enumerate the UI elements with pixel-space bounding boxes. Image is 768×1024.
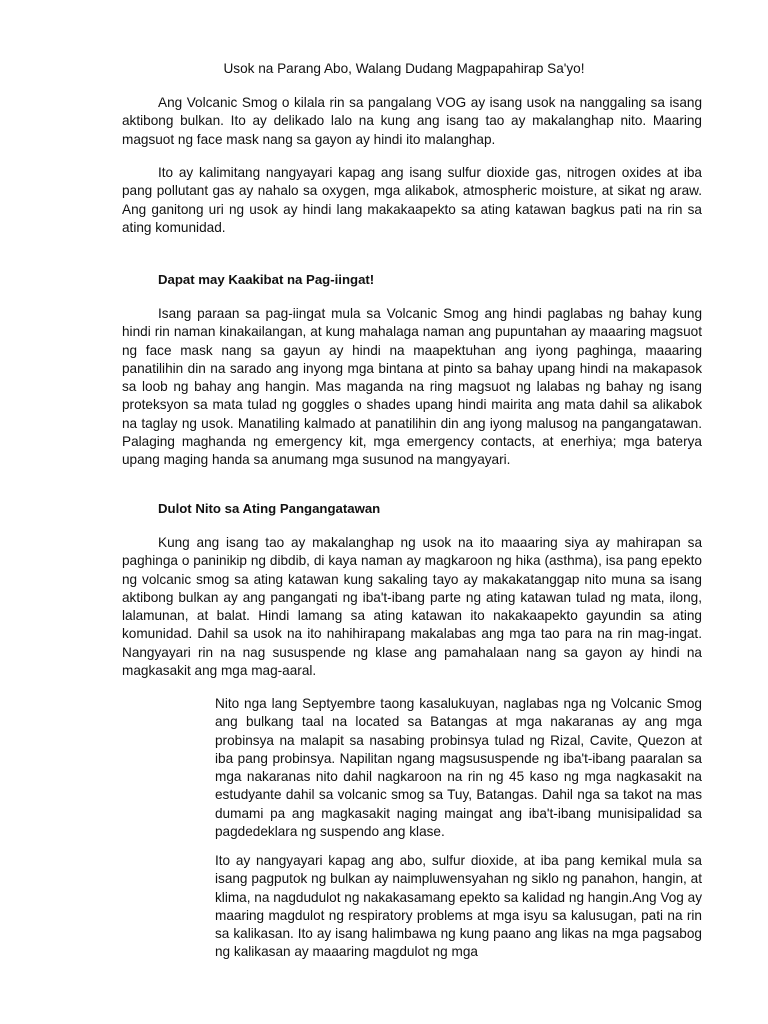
effects-paragraph: Kung ang isang tao ay makalanghap ng usok na ito maaaring siya ay mahirapan sa paghinga o paninikip ng dibdib, di kaya naman ay magkaroon ng hika (asthma), isa pang epekto ng volcanic smog sa ating katawan kung sakaling tayo ay makakatanggap nito muna sa isang aktibong bulkan ay ang pangangati ng iba't-ibang parte ng ating katawan tulad ng mata, ilong, lalamunan, at balat. Hindi lamang sa ating katawan ito nakakaapekto gayundin sa ating komunidad. Dahil sa usok na ito nahihirapang makalabas ang mga tao para na rin mag-ingat. Nangyayari rin na nag sususpende ng klase ang pamahalaan nang sa gayon ay hindi na magkasakit ang mga mag-aaral.	[122, 535, 702, 679]
section-heading-effects: Dulot Nito sa Ating Pangangatawan	[158, 501, 381, 516]
block-quote-climate: Ito ay nangyayari kapag ang abo, sulfur dioxide, at iba pang kemikal mula sa isang pagputok ng bulkan ay naimpluwensyahan ng siklo ng panahon, hangin, at klima, na nagdudulot ng nakakasamang epekto sa kalidad ng hangin.Ang Vog ay maaring magdulot ng respiratory problems at mga isyu sa kalusugan, pati na rin sa kalikasan. Ito ay isang halimbawa ng kung paano ang likas na mga pagsabog ng kalikasan ay maaaring magdulot ng mga	[215, 853, 702, 960]
intro-paragraph: Ang Volcanic Smog o kilala rin sa pangalang VOG ay isang usok na nanggaling sa isang aktibong bulkan. Ito ay delikado lalo na kung ang isang tao ay makalanghap nito. Maaring magsuot ng face mask nang sa gayon ay hindi ito malanghap.	[122, 95, 702, 147]
precaution-paragraph: Isang paraan sa pag-iingat mula sa Volcanic Smog ang hindi paglabas ng bahay kung hindi rin naman kinakailangan, at kung mahalaga naman ang pupuntahan ay maaaring magsuot ng face mask nang sa gayun ay hindi na maapektuhan ang iyong paghinga, maaaring panatilihin din na sarado ang inyong mga bintana at pinto sa bahay upang hindi na makapasok sa loob ng bahay ang hangin. Mas maganda na ring magsuot ng lalabas ng bahay ng isang proteksyon sa mata tulad ng goggles o shades upang hindi mairita ang mata dahil sa alikabok na taglay ng usok. Manatiling kalmado at panatilihin din ang iyong malusog na pangangatawan. Palaging maghanda ng emergency kit, mga emergency contacts, at enerhiya; mga baterya upang maging handa sa anumang mga susunod na mangyayari.	[122, 306, 702, 468]
block-quote-september: Nito nga lang Septyembre taong kasalukuyan, naglabas nga ng Volcanic Smog ang bulkang taal na located sa Batangas at mga nakaranas ay ang mga probinsya na malapit sa nasabing probinsya tulad ng Rizal, Cavite, Quezon at iba pang probinsya. Napilitan ngang magsususpende ng iba't-ibang paaralan sa mga nakaranas nito dahil nagkaroon na rin ng 45 kaso ng mga nagkasakit na estudyante dahil sa volcanic smog sa Tuy, Batangas. Dahil nga sa takot na mas dumami pa ang magkasakit naging maingat ang iba't-ibang munisipalidad sa pagdedeklara ng suspendo ang klase.	[215, 696, 702, 840]
document-title: Usok na Parang Abo, Walang Dudang Magpapahirap Sa'yo!	[223, 61, 585, 76]
cause-paragraph: Ito ay kalimitang nangyayari kapag ang isang sulfur dioxide gas, nitrogen oxides at iba pang pollutant gas ay nahalo sa oxygen, mga alikabok, atmospheric moisture, at sikat ng araw. Ang ganitong uri ng usok ay hindi lang makakaapekto sa ating katawan bagkus pati na rin sa ating komunidad.	[122, 165, 702, 235]
section-heading-precaution: Dapat may Kaakibat na Pag-iingat!	[158, 272, 375, 287]
